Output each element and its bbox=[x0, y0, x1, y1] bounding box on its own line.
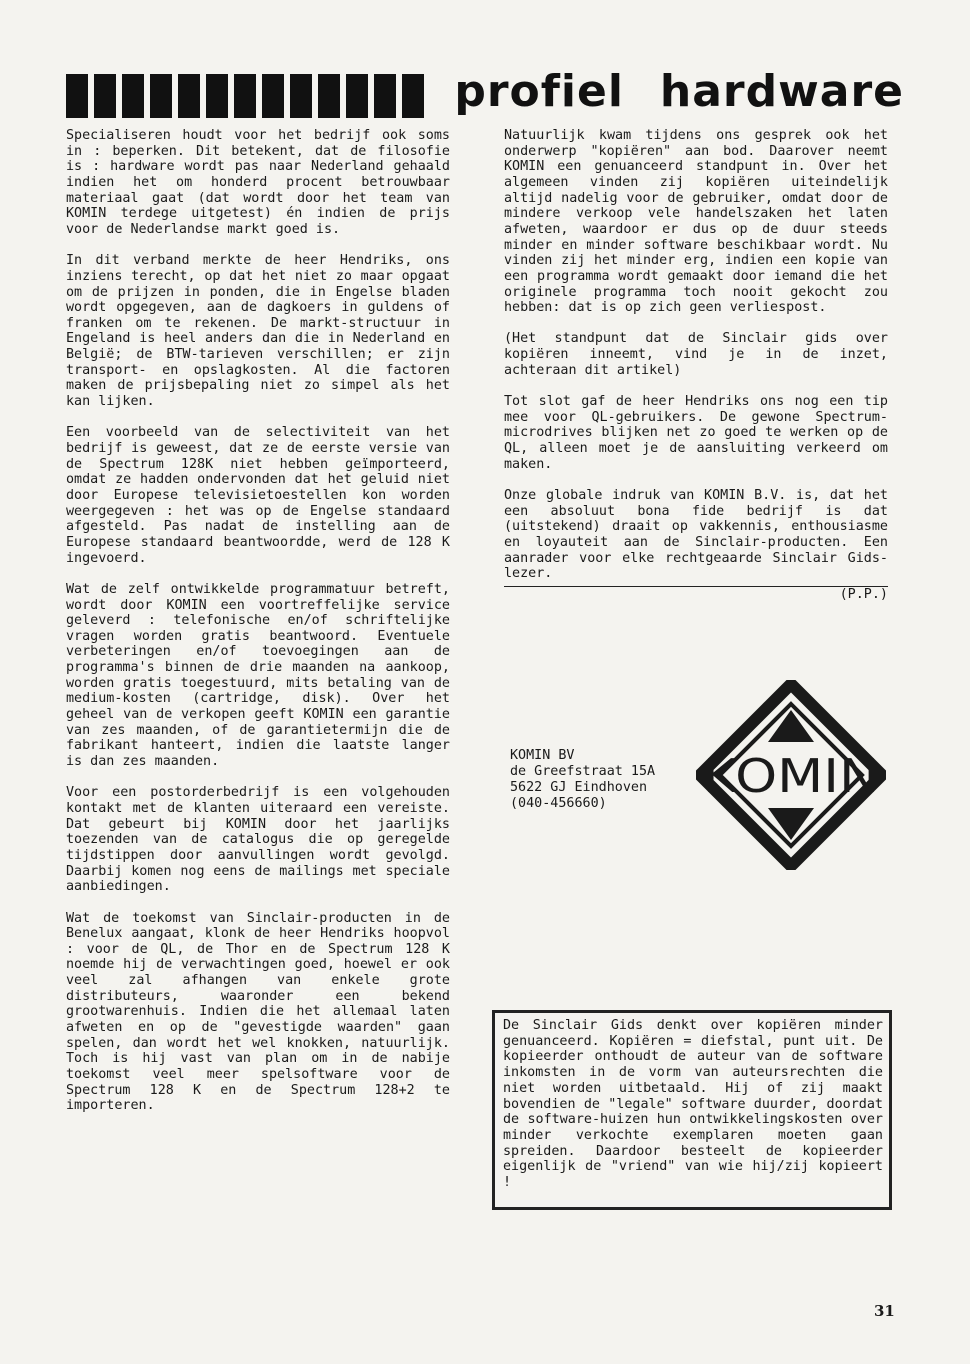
header-block bbox=[234, 74, 256, 118]
header-block bbox=[374, 74, 396, 118]
header-block bbox=[318, 74, 340, 118]
page-number: 31 bbox=[874, 1302, 895, 1320]
company-city: 5622 GJ Eindhoven bbox=[510, 780, 648, 795]
header-block bbox=[402, 74, 424, 118]
company-phone: (040-456660) bbox=[510, 796, 607, 811]
paragraph: Voor een postorderbedrijf is een volgehouden kontakt met de klanten uiteraard een vereiste. Dat gebeurt bij KOMIN door het jaarlijks toezenden van de catalogus die op geregelde tijdstippen door aanvullingen wordt gevolgd. Daarbij komen nog eens de mailings met speciale aanbiedingen. bbox=[66, 785, 450, 895]
paragraph: Tot slot gaf de heer Hendriks ons nog een tip mee voor QL-gebruikers. De gewone Spectrum-microdrives blijken net zo goed te werken op de QL, alleen moet je de aansluiting verkeerd om maken. bbox=[504, 394, 888, 472]
inset-text: De Sinclair Gids denkt over kopiëren minder genuanceerd. Kopiëren = diefstal, punt uit. De kopieerder onthoudt de auteur van de software inkomsten in de vorm van auteursrechten die niet worden uitbetaald. Hij of zij maakt bovendien de "legale" software duurder, doordat de software-huizen hun ontwikkelingskosten over minder verkochte exemplaren moeten gaan spreiden. Daardoor besteelt de kopieerder eigenlijk de "vriend" van wie hij/zij kopieert ! bbox=[503, 1018, 883, 1191]
decorative-blocks bbox=[66, 74, 424, 118]
section-title bbox=[454, 66, 904, 117]
header-block bbox=[262, 74, 284, 118]
title-word-profiel: profiel bbox=[454, 66, 624, 117]
editorial-inset-box bbox=[492, 1010, 892, 1210]
author-signature: (P.P.) bbox=[504, 586, 888, 603]
logo-wordmark: KOMIN bbox=[703, 749, 879, 803]
left-column bbox=[66, 128, 450, 1130]
header-block bbox=[346, 74, 368, 118]
title-word-hardware: hardware bbox=[659, 66, 904, 117]
company-street: de Greefstraat 15A bbox=[510, 764, 656, 779]
komin-logo bbox=[696, 680, 886, 870]
header-block bbox=[66, 74, 88, 118]
paragraph: Specialiseren houdt voor het bedrijf ook soms in : beperken. Dit betekent, dat de filosofie is : hardware wordt pas naar Nederland gehaald indien het om honderd procent betrouwbaar materiaal gaat (dat wordt door het team van KOMIN terdege uitgetest) én indien de prijs voor de Nederlandse markt goed is. bbox=[66, 128, 450, 237]
header-block bbox=[206, 74, 228, 118]
header-block bbox=[122, 74, 144, 118]
header-block bbox=[290, 74, 312, 118]
page-header bbox=[66, 68, 906, 124]
paragraph: Natuurlijk kwam tijdens ons gesprek ook het onderwerp "kopiëren" aan bod. Daarover neemt KOMIN een genuanceerd standpunt in. Over het algemeen vinden zij kopiëren uiteindelijk altijd nadelig voor de gebruiker, omdat door de mindere verkoop vele handelszaken het laten afweten, waardoor er dus op de duur steeds minder en minder software beschikbaar wordt. Nu vinden zij het minder erg, indien een kopie van een programma wordt gemaakt door iemand die het originele programma toch nooit gekocht zou hebben: dat is op zich geen verliespost. bbox=[504, 128, 888, 316]
paragraph: Onze globale indruk van KOMIN B.V. is, dat het een absoluut bona fide bedrijf is dat (uitstekend) draait op vakkennis, enthousiasme en loyauteit aan de Sinclair-producten. Een aanrader voor elke rechtgeaarde Sinclair Gids-lezer. bbox=[504, 487, 888, 582]
company-name: KOMIN BV bbox=[510, 748, 575, 763]
header-block bbox=[178, 74, 200, 118]
paragraph: (Het standpunt dat de Sinclair gids over kopiëren inneemt, vind je in de inzet, achteraan dit artikel) bbox=[504, 331, 888, 378]
paragraph: Wat de zelf ontwikkelde programmatuur betreft, wordt door KOMIN een voortreffelijke service geleverd : telefonische en/of schriftelijke vragen worden gratis beantwoord. Eventuele verbeteringen en/of toevoegingen aan de programma's binnen de drie maanden na aankoop, worden gratis toegestuurd, mits betaling van de medium-kosten (cartridge, disk). Over het geheel van de verkopen geeft KOMIN een garantie van zes maanden, of de garantietermijn die de fabrikant hanteert, indien die laatste langer is dan zes maanden. bbox=[66, 581, 450, 770]
header-block bbox=[94, 74, 116, 118]
paragraph: In dit verband merkte de heer Hendriks, ons inziens terecht, op dat het niet zo maar opgaat om de prijzen in ponden, die in Engelse bladen wordt opgegeven, aan de dagkoers in guldens of franken om te rekenen. De markt-structuur in Engeland is heel anders dan die in Nederland en België; de BTW-tarieven verschillen; er zijn transport- en opslagkosten. Al die factoren maken de prijsbepaling niet zo simpel als het kan lijken. bbox=[66, 253, 450, 410]
header-block bbox=[150, 74, 172, 118]
paragraph: Een voorbeeld van de selectiviteit van het bedrijf is geweest, dat ze de eerste versie van de Spectrum 128K niet hebben geïmporteerd, omdat ze hadden ondervonden dat het geluid niet door Europese televisietoestellen kon worden weergegeven : het was op de Engelse standaard afgesteld. Pas nadat de instelling aan de Europese standaard beantwoordde, werd de 128 K ingevoerd. bbox=[66, 425, 450, 566]
paragraph: Wat de toekomst van Sinclair-producten in de Benelux aangaat, klonk de heer Hendriks hoopvol : voor de QL, de Thor en de Spectrum 128 K noemde hij de verwachtingen goed, hoewel er ook veel zal afhangen van enkele grote distributeurs, waaronder een bekend grootwarenhuis. Indien die het allemaal laten afweten en op de "gevestigde waarden" gaan spelen, dan wordt het wel knokken, natuurlijk. Toch is hij vast van plan om in de nabije toekomst veel meer spelsoftware voor de Spectrum 128 K en de Spectrum 128+2 te importeren. bbox=[66, 910, 450, 1114]
company-address bbox=[510, 748, 710, 812]
right-column bbox=[504, 128, 888, 603]
